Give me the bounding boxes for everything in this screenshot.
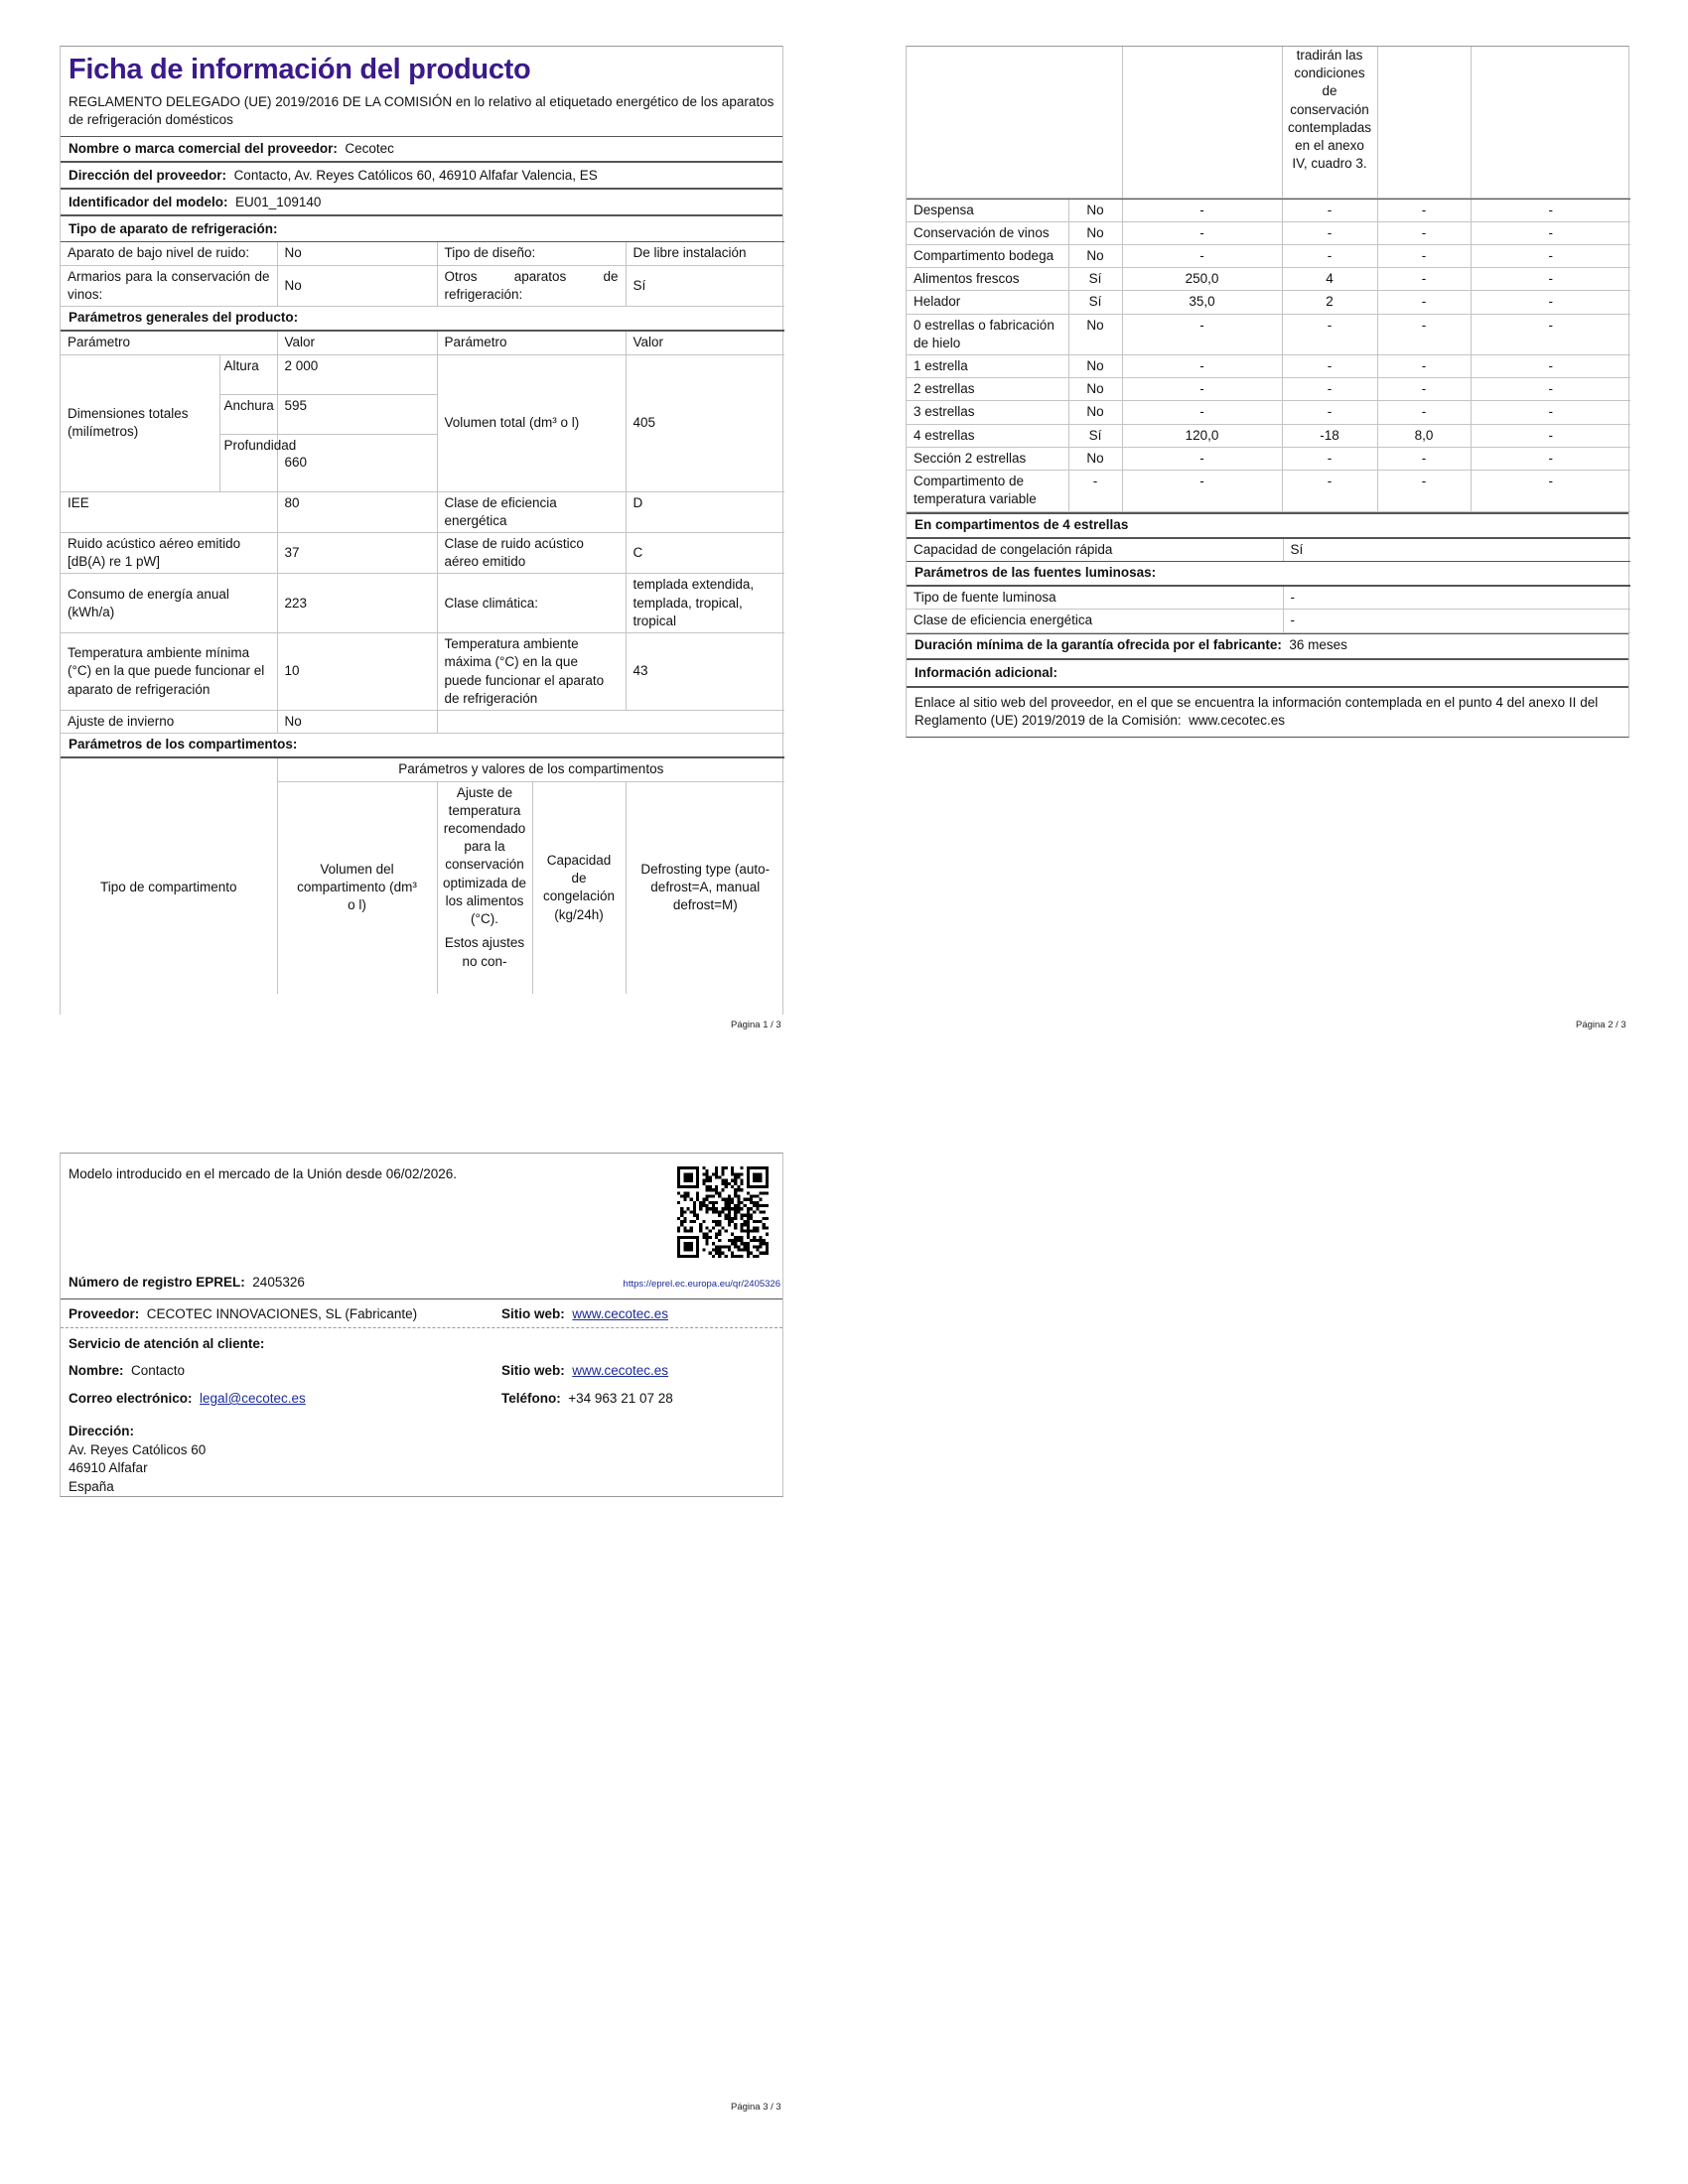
col-value-1: Valor [277, 331, 437, 354]
volume-label: Volumen total (dm³ o l) [437, 354, 626, 491]
compartment-present: No [1068, 221, 1122, 244]
compartment-name: Conservación de vinos [907, 221, 1068, 244]
phone-label: Teléfono: [501, 1391, 561, 1406]
compartment-temp: - [1282, 471, 1377, 511]
compartment-name: Compartimento de temperatura variable [907, 471, 1068, 511]
address-value: Contacto, Av. Reyes Católicos 60, 46910 Alfafar Valencia, ES [233, 167, 598, 183]
tmin-label: Temperatura ambiente mínima (°C) en la que puede funcionar el aparato de refrigeración [61, 633, 277, 711]
low-noise-value: No [277, 242, 437, 265]
climate-label: Clase climática: [437, 574, 626, 633]
phone-value: +34 963 21 07 28 [568, 1391, 673, 1406]
compartment-freeze: - [1377, 291, 1471, 314]
iee-value: 80 [277, 491, 437, 532]
compartment-volume: - [1122, 378, 1282, 401]
iee-label: IEE [61, 491, 277, 532]
comp-temp-header [437, 781, 532, 994]
light-heading-text: Parámetros de las fuentes luminosas: [914, 565, 1157, 580]
address-block [69, 1423, 206, 1497]
comp-header-table [61, 756, 784, 994]
compartment-temp: - [1282, 355, 1377, 378]
noise-label: Ruido acústico aéreo emitido [dB(A) re 1 pW] [61, 532, 277, 573]
comp-temp-header-a: Ajuste de temperatura recomendado para la conservación optimizada de los alimentos (°C). [442, 784, 527, 927]
compartment-defrost: - [1471, 471, 1630, 511]
compartment-defrost: - [1471, 424, 1630, 447]
compartment-row [907, 199, 1630, 221]
col-param-2: Parámetro [437, 331, 626, 354]
address-line-2: 46910 Alfafar [69, 1460, 148, 1476]
col-param-1: Parámetro [61, 331, 277, 354]
page-number-1: Página 1 / 3 [731, 1020, 781, 1030]
iee-row [61, 491, 784, 532]
cont-empty-2 [1068, 47, 1122, 198]
phone-cell [501, 1390, 673, 1408]
temp-header-cont-row [907, 47, 1630, 198]
service-block [61, 1328, 782, 1497]
temp-header-cont: tradirán las condiciones de conservación contempladas en el anexo IV, cuadro 3. [1282, 47, 1377, 198]
compartment-defrost: - [1471, 355, 1630, 378]
compartment-name: Compartimento bodega [907, 244, 1068, 267]
compartment-defrost: - [1471, 199, 1630, 221]
provider-cell [69, 1305, 417, 1323]
tmin-value: 10 [277, 633, 437, 711]
compartment-row [907, 447, 1630, 470]
height-label: Altura [219, 354, 277, 394]
qr-url-link[interactable]: https://eprel.ec.europa.eu/qr/2405326 [623, 1279, 780, 1290]
type-row-1 [61, 242, 784, 265]
winter-empty-2 [626, 710, 784, 733]
light-type-row [907, 586, 1630, 610]
compartment-defrost: - [1471, 291, 1630, 314]
address-label: Dirección del proveedor: [69, 167, 227, 183]
type-heading-text: Tipo de aparato de refrigeración: [69, 221, 278, 237]
general-heading [61, 307, 782, 330]
noise-value: 37 [277, 532, 437, 573]
email-cell [69, 1390, 306, 1408]
compartment-freeze: 8,0 [1377, 424, 1471, 447]
light-type-label: Tipo de fuente luminosa [907, 586, 1283, 610]
compartment-row [907, 244, 1630, 267]
design-value: De libre instalación [626, 242, 784, 265]
compartment-present: Sí [1068, 424, 1122, 447]
compartment-defrost: - [1471, 401, 1630, 424]
email-label: Correo electrónico: [69, 1391, 193, 1406]
website-link[interactable]: www.cecotec.es [572, 1306, 669, 1321]
compartment-temp: -18 [1282, 424, 1377, 447]
compartment-present: No [1068, 355, 1122, 378]
depth-label: Profundidad [219, 434, 277, 491]
supplier-label: Nombre o marca comercial del proveedor: [69, 140, 338, 156]
energy-value: 223 [277, 574, 437, 633]
eprel-value: 2405326 [252, 1275, 305, 1290]
compartment-name: 0 estrellas o fabricación de hielo [907, 314, 1068, 354]
compartment-defrost: - [1471, 244, 1630, 267]
compartment-present: No [1068, 314, 1122, 354]
compartment-row [907, 268, 1630, 291]
model-value: EU01_109140 [235, 195, 322, 210]
comp-temp-header-b: Estos ajustes no con- [444, 935, 525, 969]
model-label: Identificador del modelo: [69, 195, 228, 210]
compartment-volume: - [1122, 401, 1282, 424]
width-value: 595 [277, 394, 437, 434]
compartment-row [907, 401, 1630, 424]
additional-heading [907, 658, 1628, 686]
eprel-block [61, 1154, 782, 1298]
eprel-label: Número de registro EPREL: [69, 1275, 245, 1290]
additional-heading-text: Información adicional: [914, 664, 1058, 680]
compartment-freeze: - [1377, 244, 1471, 267]
market-text: Modelo introducido en el mercado de la Unión desde 06/02/2026. [69, 1166, 458, 1181]
compartment-row [907, 355, 1630, 378]
compartment-defrost: - [1471, 268, 1630, 291]
name-value: Contacto [131, 1363, 186, 1378]
compartment-temp: 2 [1282, 291, 1377, 314]
comp-span-header: Parámetros y valores de los compartimentos [277, 757, 784, 781]
compartment-freeze: - [1377, 268, 1471, 291]
compartment-row [907, 471, 1630, 511]
address-line-3: España [69, 1478, 114, 1494]
eff-class-label: Clase de eficiencia energética [437, 491, 626, 532]
temp-row [61, 633, 784, 711]
winter-empty-1 [437, 710, 626, 733]
winter-value: No [277, 710, 437, 733]
website2-link[interactable]: www.cecotec.es [572, 1363, 669, 1378]
compartment-volume: - [1122, 314, 1282, 354]
compartment-temp: - [1282, 199, 1377, 221]
tmax-value: 43 [626, 633, 784, 711]
general-heading-text: Parámetros generales del producto: [69, 310, 299, 326]
service-heading [69, 1335, 264, 1353]
eff-class-value: D [626, 491, 784, 532]
other-label: Otros aparatos de refrigeración: [437, 265, 626, 306]
website-label: Sitio web: [501, 1306, 565, 1321]
compartment-name: 4 estrellas [907, 424, 1068, 447]
fast-freeze-label: Capacidad de congelación rápida [907, 538, 1283, 562]
compartment-present: - [1068, 471, 1122, 511]
winter-row [61, 710, 784, 733]
compartment-freeze: - [1377, 314, 1471, 354]
compartment-volume: 120,0 [1122, 424, 1282, 447]
compartment-name: 1 estrella [907, 355, 1068, 378]
comp-header-row [61, 781, 784, 994]
light-class-row [907, 610, 1630, 632]
depth-value: 660 [277, 434, 437, 491]
warranty-label: Duración mínima de la garantía ofrecida por el fabricante: [914, 636, 1282, 652]
comp-type-header: Tipo de compartimento [99, 880, 237, 894]
service-heading-text: Servicio de atención al cliente: [69, 1336, 265, 1351]
additional-text: Enlace al sitio web del proveedor, en el que se encuentra la información contemplada en el punto 4 del anexo II del Reglamento (UE) 2019/2019 de la Comisión: [914, 695, 1599, 729]
compartment-volume: - [1122, 471, 1282, 511]
compartments-body [907, 199, 1630, 512]
comp-span-empty [61, 757, 277, 781]
noise-class-label: Clase de ruido acústico aéreo emitido [437, 532, 626, 573]
name-cell [69, 1362, 185, 1380]
general-header-row [61, 331, 784, 354]
low-noise-label: Aparato de bajo nivel de ruido: [61, 242, 277, 265]
four-star-heading [907, 512, 1628, 537]
compartment-row [907, 221, 1630, 244]
compartment-freeze: - [1377, 447, 1471, 470]
comp-volume-header: Volumen del compartimento (dm³ o l) [277, 781, 437, 994]
compartment-present: No [1068, 199, 1122, 221]
additional-url[interactable]: www.cecotec.es [1189, 713, 1285, 729]
compartment-temp: - [1282, 314, 1377, 354]
dims-row-height [61, 354, 784, 394]
compartment-freeze: - [1377, 355, 1471, 378]
compartment-name: Helador [907, 291, 1068, 314]
document-title: Ficha de información del producto [69, 54, 531, 85]
compartment-temp: - [1282, 244, 1377, 267]
energy-row [61, 574, 784, 633]
compartment-freeze: - [1377, 378, 1471, 401]
compartment-present: No [1068, 401, 1122, 424]
comp-heading [61, 734, 782, 756]
type-row-2 [61, 265, 784, 306]
type-table [61, 241, 784, 307]
warranty-row [907, 633, 1628, 658]
width-label: Anchura [219, 394, 277, 434]
supplier-row [61, 136, 782, 161]
compartment-freeze: - [1377, 401, 1471, 424]
compartment-row [907, 378, 1630, 401]
compartment-volume: - [1122, 199, 1282, 221]
cont-empty-3 [1122, 47, 1282, 198]
additional-row [907, 686, 1628, 736]
compartment-defrost: - [1471, 447, 1630, 470]
provider-row [61, 1298, 782, 1328]
compartment-name: Sección 2 estrellas [907, 447, 1068, 470]
compartment-defrost: - [1471, 314, 1630, 354]
compartment-temp: - [1282, 401, 1377, 424]
compartment-volume: 250,0 [1122, 268, 1282, 291]
dims-label: Dimensiones totales (milímetros) [61, 354, 219, 491]
website2-label: Sitio web: [501, 1363, 565, 1378]
warranty-value: 36 meses [1289, 636, 1347, 652]
compartment-present: No [1068, 447, 1122, 470]
compartment-name: 3 estrellas [907, 401, 1068, 424]
fast-freeze-value: Sí [1283, 538, 1630, 562]
compartment-freeze: - [1377, 199, 1471, 221]
light-class-label: Clase de eficiencia energética [907, 610, 1283, 632]
wine-value: No [277, 265, 437, 306]
page-1 [60, 46, 783, 1015]
name-label: Nombre: [69, 1363, 124, 1378]
noise-class-value: C [626, 532, 784, 573]
light-class-value: - [1283, 610, 1630, 632]
cont-empty-6 [1471, 47, 1630, 198]
page-number-2: Página 2 / 3 [1576, 1020, 1626, 1030]
compartment-defrost: - [1471, 378, 1630, 401]
comp-span-row [61, 757, 784, 781]
light-type-value: - [1283, 586, 1630, 610]
design-label: Tipo de diseño: [437, 242, 626, 265]
light-table [907, 585, 1630, 632]
col-value-2: Valor [626, 331, 784, 354]
compartment-defrost: - [1471, 221, 1630, 244]
compartment-present: No [1068, 378, 1122, 401]
compartment-volume: - [1122, 447, 1282, 470]
model-row [61, 188, 782, 214]
website-cell [501, 1305, 668, 1323]
supplier-value: Cecotec [345, 140, 394, 156]
fast-freeze-table [907, 537, 1630, 562]
address-row [61, 161, 782, 188]
document-subtitle: REGLAMENTO DELEGADO (UE) 2019/2016 DE LA COMISIÓN en lo relativo al etiquetado energético de los aparatos de refrigeración domésticos [69, 94, 774, 128]
page-3 [60, 1153, 783, 1497]
page-number-3: Página 3 / 3 [731, 2102, 781, 2113]
website2-cell [501, 1362, 668, 1380]
compartment-volume: - [1122, 244, 1282, 267]
compartment-temp: - [1282, 221, 1377, 244]
page-2 [906, 46, 1629, 738]
type-heading [61, 214, 782, 241]
tmax-label: Temperatura ambiente máxima (°C) en la que puede funcionar el aparato de refrigeración [437, 633, 626, 711]
climate-value: templada extendida, templada, tropical, tropical [626, 574, 784, 633]
general-table [61, 330, 784, 734]
wine-label: Armarios para la conservación de vinos: [61, 265, 277, 306]
compartment-present: Sí [1068, 291, 1122, 314]
comp-defrost-header: Defrosting type (auto-defrost=A, manual defrost=M) [626, 781, 784, 994]
compartment-volume: - [1122, 221, 1282, 244]
compartment-temp: 4 [1282, 268, 1377, 291]
address-line-1: Av. Reyes Católicos 60 [69, 1441, 207, 1457]
compartment-temp: - [1282, 447, 1377, 470]
compartment-row [907, 424, 1630, 447]
compartment-name: 2 estrellas [907, 378, 1068, 401]
compartment-name: Despensa [907, 199, 1068, 221]
compartment-volume: - [1122, 355, 1282, 378]
cont-empty-1 [907, 47, 1068, 198]
compartment-row [907, 314, 1630, 354]
compartment-volume: 35,0 [1122, 291, 1282, 314]
compartment-temp: - [1282, 378, 1377, 401]
qr-code-icon[interactable] [677, 1166, 769, 1258]
compartment-name: Alimentos frescos [907, 268, 1068, 291]
compartments-table [907, 47, 1630, 199]
noise-row [61, 532, 784, 573]
eprel-row [69, 1274, 305, 1292]
provider-value: CECOTEC INNOVACIONES, SL (Fabricante) [146, 1306, 418, 1321]
provider-label: Proveedor: [69, 1306, 140, 1321]
compartment-present: Sí [1068, 268, 1122, 291]
compartment-freeze: - [1377, 221, 1471, 244]
other-value: Sí [626, 265, 784, 306]
cont-empty-5 [1377, 47, 1471, 198]
comp-heading-text: Parámetros de los compartimentos: [69, 737, 298, 752]
light-heading [907, 562, 1628, 585]
height-value: 2 000 [277, 354, 437, 394]
email-link[interactable]: legal@cecotec.es [200, 1391, 306, 1406]
compartment-freeze: - [1377, 471, 1471, 511]
address3-label: Dirección: [69, 1424, 135, 1438]
four-star-heading-text: En compartimentos de 4 estrellas [914, 516, 1129, 532]
comp-freeze-header: Capacidad de congelación (kg/24h) [532, 781, 626, 994]
winter-label: Ajuste de invierno [61, 710, 277, 733]
energy-label: Consumo de energía anual (kWh/a) [61, 574, 277, 633]
volume-value: 405 [626, 354, 784, 491]
compartment-present: No [1068, 244, 1122, 267]
fast-freeze-row [907, 538, 1630, 562]
compartment-row [907, 291, 1630, 314]
